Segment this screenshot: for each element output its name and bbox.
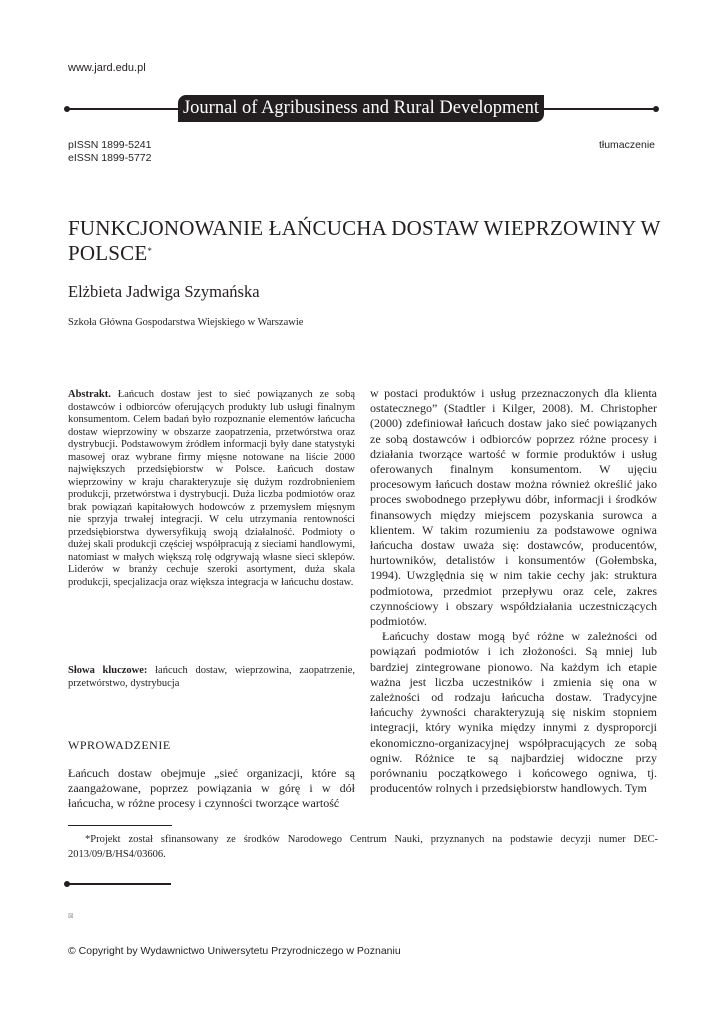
issn-block <box>68 139 151 165</box>
author-affiliation: Szkoła Główna Gospodarstwa Wiejskiego w Warszawie <box>68 317 304 328</box>
introduction-paragraph: Łańcuch dostaw obejmuje „sieć organizacji, które są zaangażowane, poprzez powiązania w górę i w dół łańcucha, w różne procesy i czynności tworzące wartość <box>68 766 355 811</box>
article-title-text: FUNKCJONOWANIE ŁAŃCUCHA DOSTAW WIEPRZOWINY W POLSCE <box>68 216 661 265</box>
eissn: eISSN 1899-5772 <box>68 152 152 164</box>
author-name: Elżbieta Jadwiga Szymańska <box>68 282 260 301</box>
body-paragraph-1: w postaci produktów i usług przeznaczonych dla klienta ostatecznego” (Stadtler i Kilger, 2008). M. Christopher (2000) zdefiniował łańcuch dostaw jako sieć powiązanych ze sobą dostawców i odbiorców poprzez różne procesy i działania tworzące wartość w formie produktów i usług oferowanych finalnym konsumentom. W ujęciu procesowym łańcuch dostaw można również określić jako proces swobodnego przepływu dóbr, informacji i środków finansowych między miejscem pozyskania surowca a klientem. W takim rozumieniu za podstawowe ogniwa łańcucha dostaw uważa się: dostawców, producentów, hurtowników, detalistów i konsumentów (Gołembska, 1994). Uwzględnia się w nim takie cechy jak: struktura podmiotowa, przedmiot przepływu oraz cele, zakres czynnościowy i obszary współdziałania uczestniczących podmiotów. <box>370 386 657 629</box>
article-title <box>68 216 668 266</box>
journal-url[interactable]: www.jard.edu.pl <box>68 62 146 74</box>
keywords-label: Słowa kluczowe: <box>68 665 148 676</box>
body-paragraph-2: Łańcuchy dostaw mogą być różne w zależności od powiązań podmiotów i ich złożoności. Są mniej lub bardziej zintegrowane pionowo. Na każdym ich etapie ważna jest liczba uczestników i zmienia się ona w zależności od rodzaju łańcucha dostaw. Tradycyjne łańcuchy żywności charakteryzują się niskim stopniem integracji, który wynika między innymi z dysproporcji ekonomiczno-organizacyjnej współpracujących ze sobą ogniw. Różnice te są najbardziej widoczne przy porównaniu początkowego i końcowego ogniwa, tj. producentów rolnych i przedsiębiorstw handlowych. Tym <box>370 629 657 796</box>
abstract <box>68 389 355 589</box>
article-type-label: tłumaczenie <box>598 139 655 151</box>
right-column <box>370 386 657 796</box>
page-mark-icon: ⊠ <box>68 913 74 920</box>
title-footnote-mark: * <box>147 246 153 256</box>
keywords-text: łańcuch dostaw, wieprzowina, zaopatrzenie, przetwórstwo, dystrybucja <box>68 665 356 689</box>
footer-rule <box>68 883 171 885</box>
header-rule-left <box>68 108 178 110</box>
section-heading-introduction: WPROWADZENIE <box>68 738 171 752</box>
header-rule-right <box>544 108 656 110</box>
journal-title-banner: Journal of Agribusiness and Rural Development <box>178 95 544 122</box>
header-rule-right-dot <box>653 106 659 112</box>
abstract-label: Abstrakt. <box>68 389 111 400</box>
keywords <box>68 665 355 690</box>
abstract-text: Łańcuch dostaw jest to sieć powiązanych ze sobą dostawców i odbiorców oferujących produkty lub usługi finalnym konsumentom. Celem badań było rozpoznanie elementów łańcucha dostaw wieprzowiny w obszarze zaopatrzenia, przetwórstwa oraz dystrybucji. Podstawowym źródłem informacji były dane statystyki masowej oraz wybrane firmy mięsne notowane na liście 2000 największych przedsiębiorstw w Polsce. Łańcuch dostaw wieprzowiny w kraju charakteryzuje się dużym rozdrobnieniem produkcji, przetwórstwa i dystrybucji. Duża liczba podmiotów oraz brak powiązań kapitałowych hodowców z przemysłem mięsnym nie sprzyja trwałej integracji. W celu utrzymania rentowności przedsiębiorstwa dywersyfikują swoją działalność. Podmioty o dużej skali produkcji częściej współpracują z sieciami handlowymi, natomiast w małych większą rolę odgrywają własne sieci sklepów. Liderów w branży cechuje szeroki asortyment, duża skala produkcji, specjalizacja oraz większa integracja w łańcuchu dostaw. <box>68 389 355 588</box>
footnote: *Projekt został sfinansowany ze środków Narodowego Centrum Nauki, przyznanych na podstawie decyzji numer DEC-2013/09/B/HS4/03606. <box>68 834 658 860</box>
copyright-notice: © Copyright by Wydawnictwo Uniwersytetu Przyrodniczego w Poznaniu <box>68 945 401 957</box>
footnote-separator <box>68 825 172 826</box>
pissn: pISSN 1899-5241 <box>68 139 152 151</box>
